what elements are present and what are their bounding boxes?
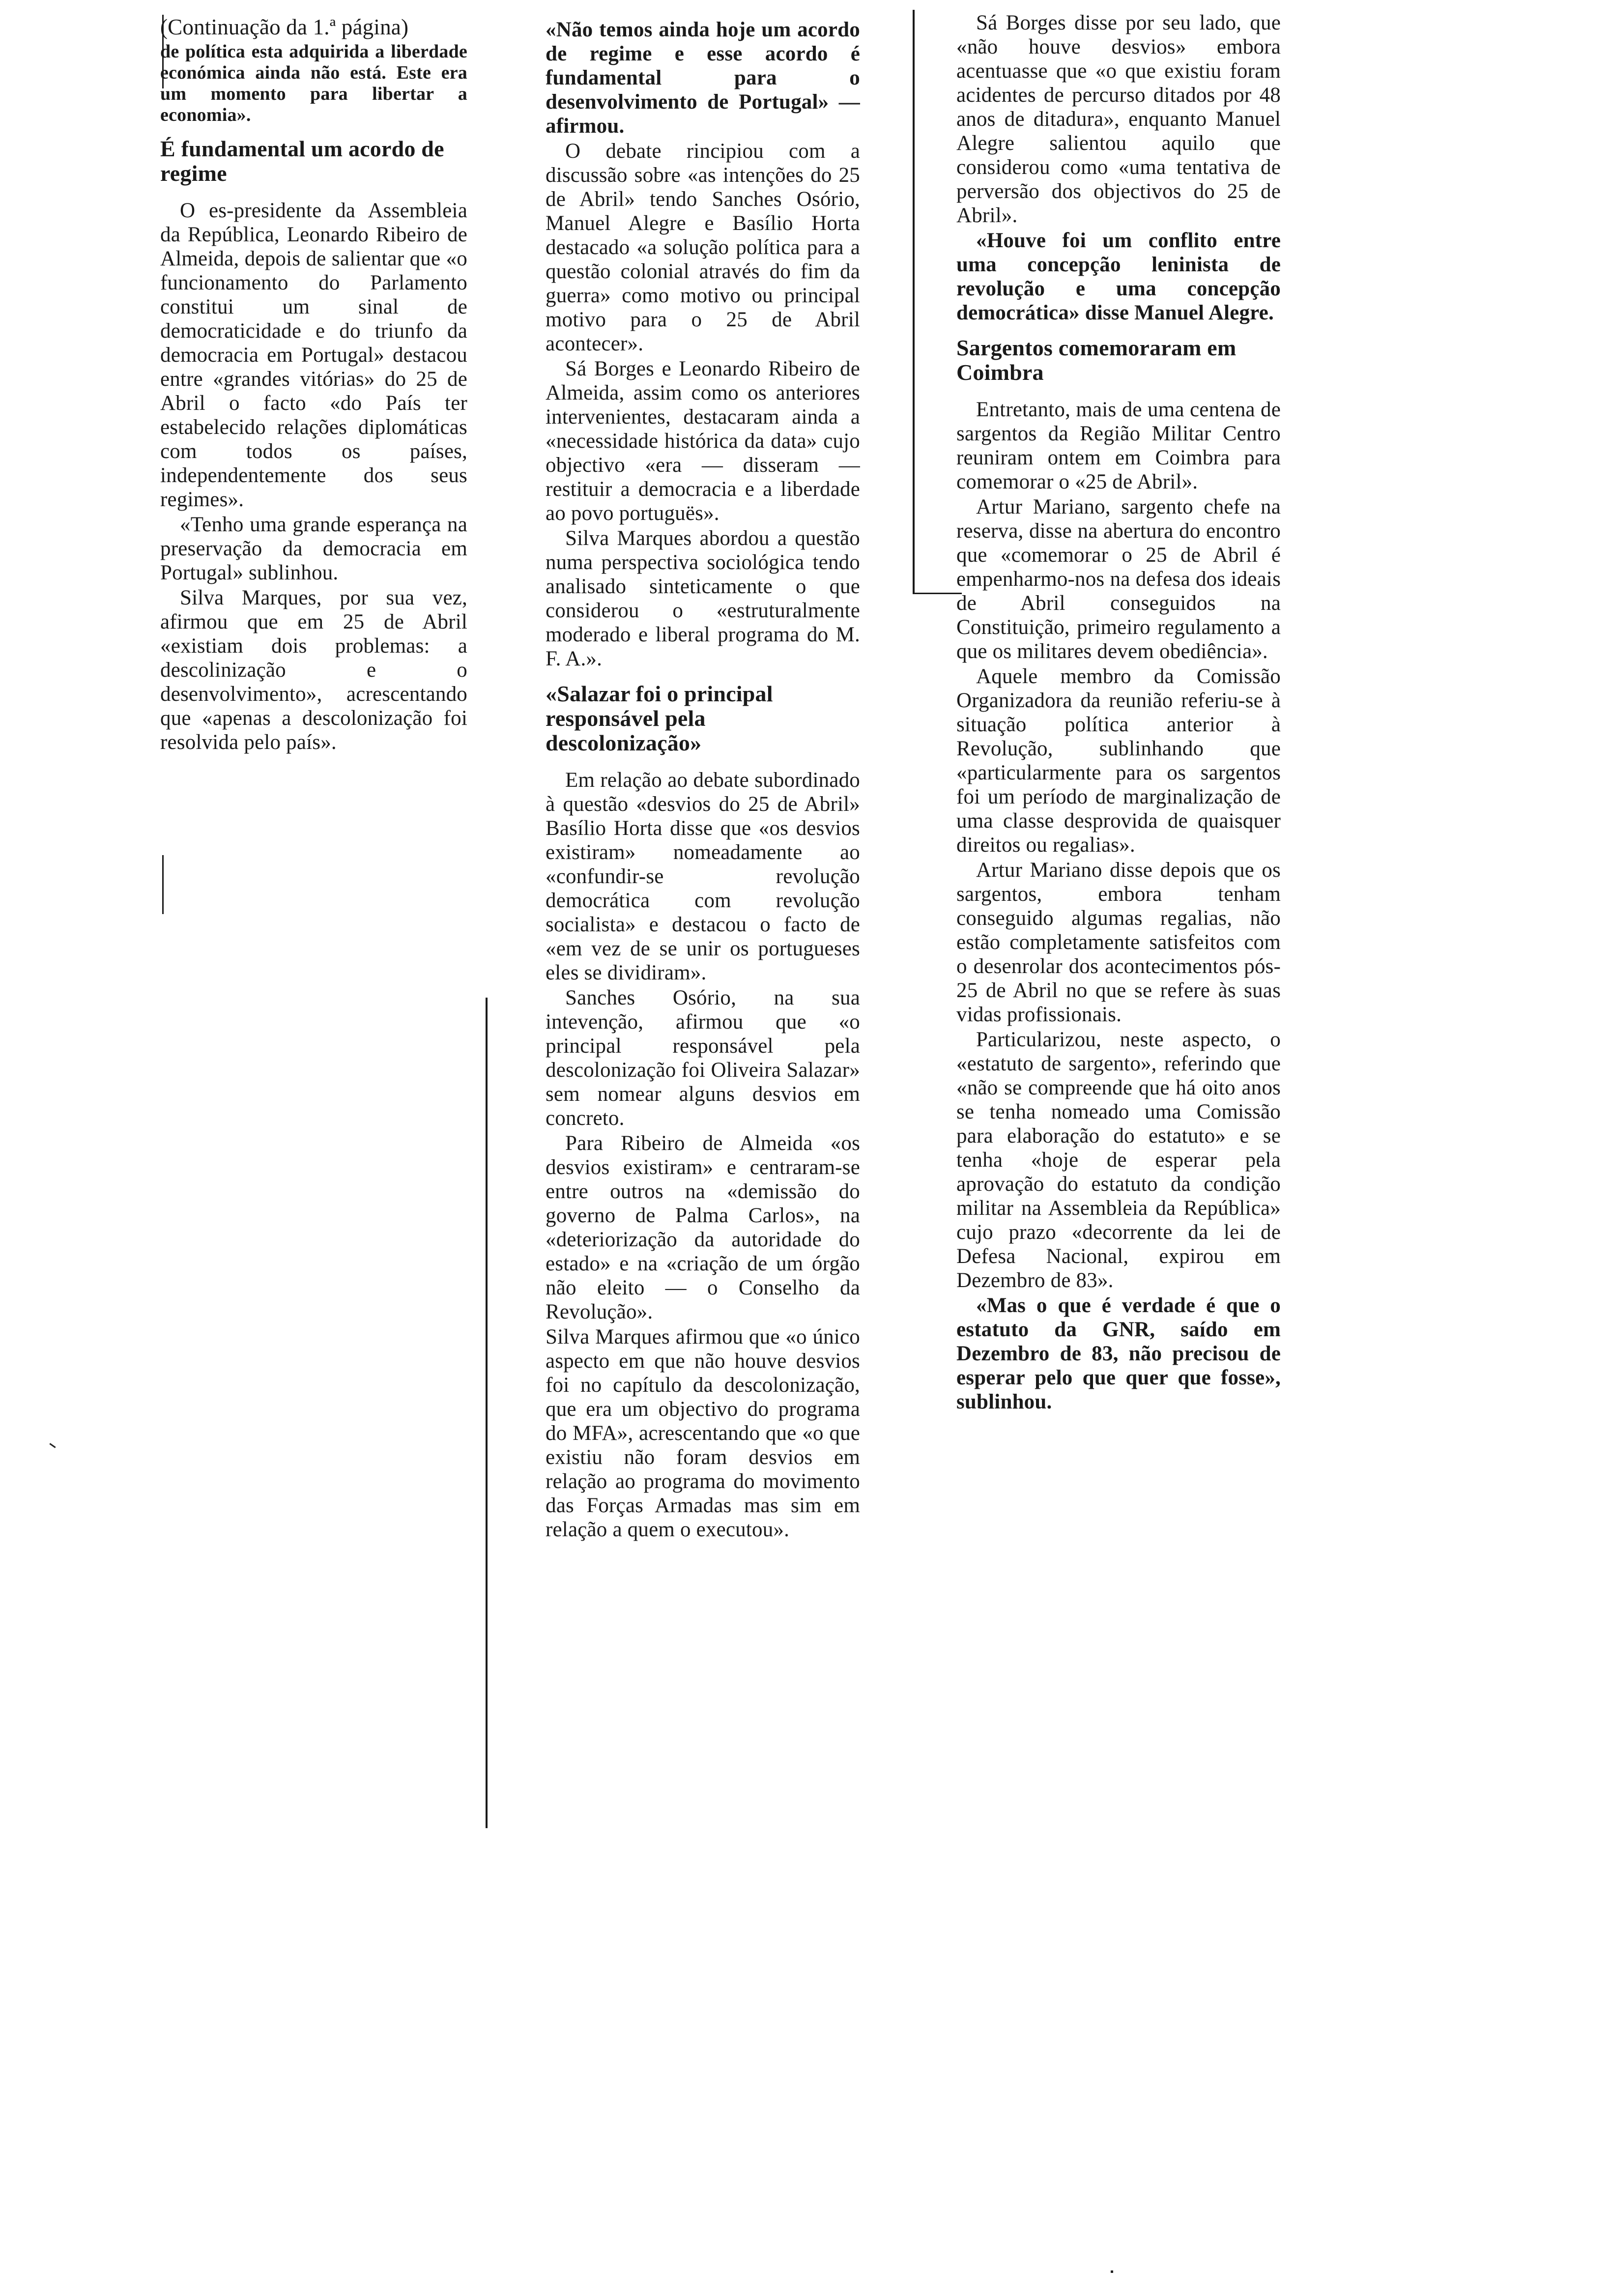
paragraph: Em relação ao debate subordinado à questão «desvios do 25 de Abril» Basílio Horta disse que «os desvios existiram» nomeadamente ao «confundir-se revolução democrática com revolução socialista» e destacou o facto de «em vez de se unir os portugueses eles se dividiram». xyxy=(546,769,860,984)
paragraph: Para Ribeiro de Almeida «os desvios existiram» e centraram-se entre outros na «demissão do governo de Palma Carlos», na «deteriorização da autoridade do estado» e na «criação de um órgão não eleito — o Conselho da Revolução». xyxy=(546,1132,860,1323)
subheading: Sargentos comemoraram em Coimbra xyxy=(956,335,1237,385)
paragraph: «Tenho uma grande esperança na preservação da democracia em Portugal» sublinhou. xyxy=(160,513,467,584)
paragraph: Entretanto, mais de uma centena de sargentos da Região Militar Centro reuniram ontem em Coimbra para comemorar o «25 de Abril». xyxy=(956,398,1281,493)
subheading: «Salazar foi o principal responsável pela descolonização» xyxy=(546,681,773,755)
column-rule xyxy=(913,10,915,594)
paragraph: «Mas o que é verdade é que o estatuto da GNR, saído em Dezembro de 83, não precisou de esperar pelo que quer que fosse», sublinhou. xyxy=(956,1294,1281,1413)
paragraph: Sá Borges disse por seu lado, que «não houve desvios» embora acentuasse que «o que existiu foram acidentes de percurso ditados por 48 anos de ditadura», enquanto Manuel Alegre salientou aquilo que considerou como «uma tentativa de perversão dos objectivos do 25 de Abril». xyxy=(956,11,1281,227)
paragraph: O es-presidente da Assembleia da República, Leonardo Ribeiro de Almeida, depois de salientar que «o funcionamento do Parlamento constitui um sinal de democraticidade e do triunfo da democracia em Portugal» destacou entre «grandes vitórias» do 25 de Abril o facto «do País ter estabelecido relações diplomáticas com todos os países, independentemente dos seus regimes». xyxy=(160,199,467,511)
paragraph: «Houve foi um conflito entre uma concepção leninista de revolução e uma concepção democrática» disse Manuel Alegre. xyxy=(956,229,1281,324)
paragraph: Silva Marques, por sua vez, afirmou que em 25 de Abril «existiam dois problemas: a descolinização e o desenvolvimento», acrescentando que «apenas a descolonização foi resolvida pelo país». xyxy=(160,586,467,754)
lead-paragraph: de política esta adquirida a liberdade económica ainda não está. Este era um momento para libertar a economia». xyxy=(160,41,467,125)
paragraph: Silva Marques abordou a questão numa perspectiva sociológica tendo analisado sinteticamente o que considerou o «estruturalmente moderado e liberal programa do M. F. A.». xyxy=(546,527,860,670)
paragraph: O debate rincipiou com a discussão sobre «as intenções do 25 de Abril» tendo Sanches Osório, Manuel Alegre e Basílio Horta destacado «a solução política para a questão colonial através do fim da guerra» como motivo ou principal motivo para o 25 de Abril acontecer». xyxy=(546,140,860,355)
scan-speck xyxy=(49,1443,56,1448)
subheading: É fundamental um acordo de regime xyxy=(160,136,444,186)
column-rule-corner xyxy=(913,593,962,594)
paragraph: Artur Mariano, sargento chefe na reserva, disse na abertura do encontro que «comemorar o 25 de Abril é empenharmo-nos na defesa dos ideais de Abril conseguidos na Constituição, primeiro regulamento a que os militares devem obediência». xyxy=(956,495,1281,663)
paragraph: Particularizou, neste aspecto, o «estatuto de sargento», referindo que «não se compreende que há oito anos se tenha nomeado uma Comissão para elaboração do estatuto» e se tenha «hoje de esperar pela aprovação do estatuto da condição militar na Assembleia da República» cujo prazo «decorrente da lei de Defesa Nacional, expirou em Dezembro de 83». xyxy=(956,1028,1281,1292)
paragraph: Sanches Osório, na sua intevenção, afirmou que «o principal responsável pela descolonização foi Oliveira Salazar» sem nomear alguns desvios em concreto. xyxy=(546,986,860,1130)
paragraph: «Não temos ainda hoje um acordo de regime e esse acordo é fundamental para o desenvolvimento de Portugal» — afirmou. xyxy=(546,18,860,138)
article-column-2 xyxy=(546,18,860,1543)
scan-speck xyxy=(1111,2270,1113,2273)
paragraph: Sá Borges e Leonardo Ribeiro de Almeida, assim como os anteriores intervenientes, destacaram ainda a «necessidade histórica da data» cujo objectivo «era — disseram — restituir a democracia e a liberdade ao povo portuguës». xyxy=(546,357,860,525)
article-column-3 xyxy=(956,11,1281,1415)
paragraph: Aquele membro da Comissão Organizadora da reunião referiu-se à situação política anterior à Revolução, sublinhando que «particularmente para os sargentos foi um período de marginalização de uma classe desprovida de quaisquer direitos ou regalias». xyxy=(956,665,1281,857)
paragraph: Artur Mariano disse depois que os sargentos, embora tenham conseguido algumas regalias, não estão completamente satisfeitos com o desenrolar dos acontecimentos pós-25 de Abril no que se refere às suas vidas profissionais. xyxy=(956,859,1281,1026)
continuation-label: (Continuação da 1.ª página) xyxy=(160,15,409,39)
article-column-1 xyxy=(160,15,467,755)
paragraph: Silva Marques afirmou que «o único aspecto em que não houve desvios foi no capítulo da descolonização, que era um objectivo do programa do MFA», acrescentando que «o que existiu não foram desvios em relação ao programa do movimento das Forças Armadas mas sim em relação a quem o executou». xyxy=(546,1325,860,1541)
column-rule xyxy=(162,855,164,914)
column-rule xyxy=(486,998,488,1828)
